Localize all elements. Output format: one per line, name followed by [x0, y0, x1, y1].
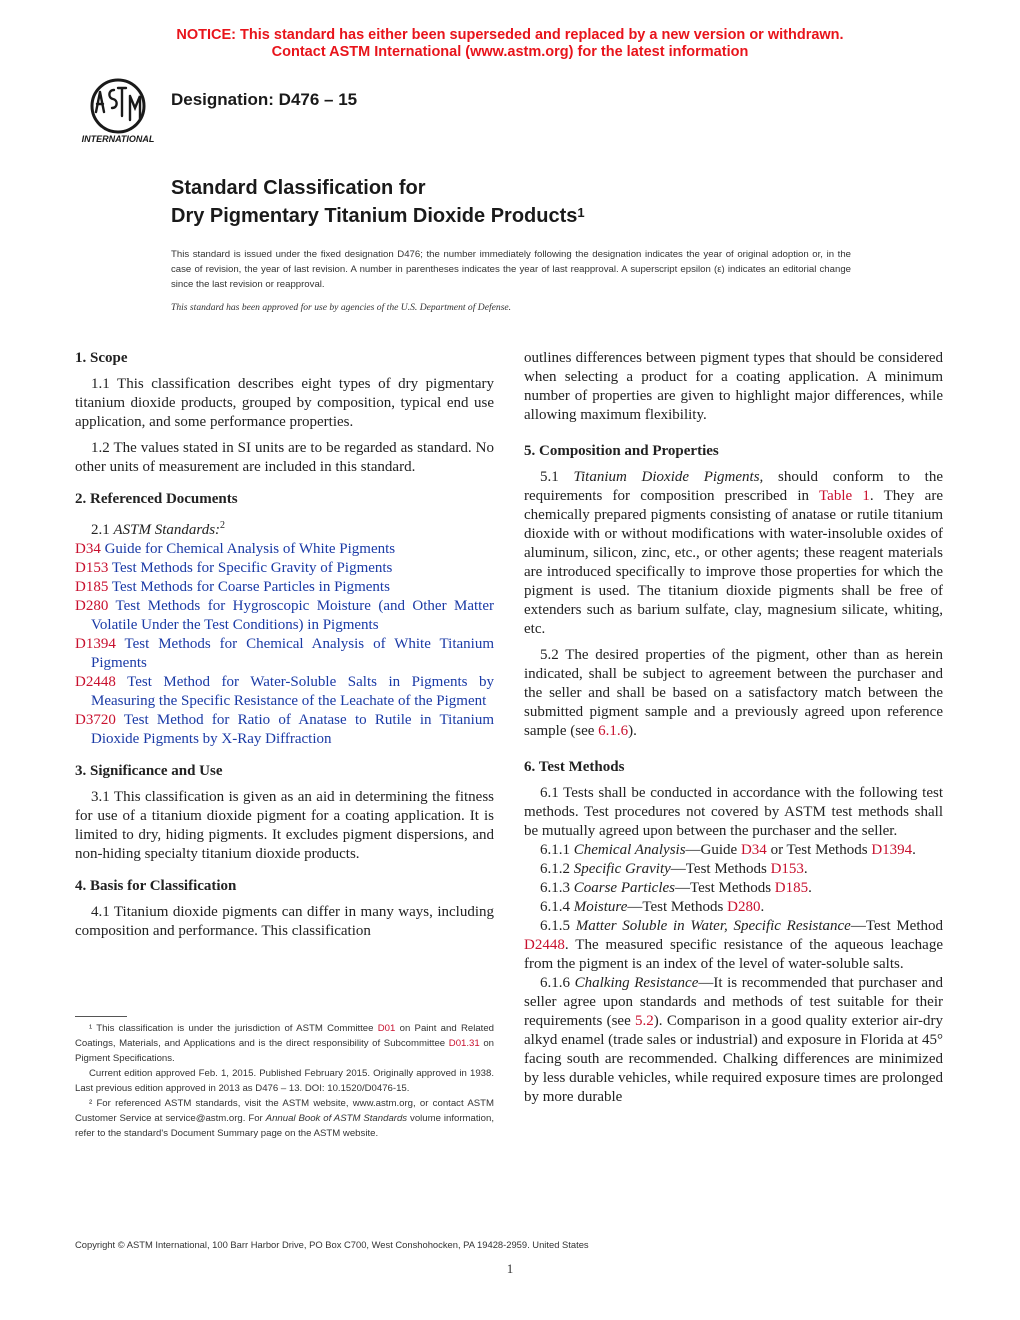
- paragraph-6-1-3: 6.1.3 Coarse Particles—Test Methods D185.: [540, 880, 812, 896]
- paragraph-1-1: 1.1 This classification describes eight types of dry pigmentary titanium dioxide products, grouped by composition, typical end use application, and some performance properties.: [75, 376, 494, 430]
- title-line-2: Dry Pigmentary Titanium Dioxide Products$^1$: [171, 205, 585, 227]
- paragraph-6-1-6: 6.1.6 Chalking Resistance—It is recommended that purchaser and seller agree upon standards and methods of test suitable for their requirements (see 5.2). Comparison in a good quality exterior air-dry alkyd enamel (trade sales or industrial) and exposure in Florida at 45° facing south are recommended. Chalking differences are minimized by less durable vehicles, while required exposure times are prolonged by more durable: [524, 975, 944, 1105]
- d153-link[interactable]: D153: [770, 861, 804, 877]
- astm-logo-icon: [74, 76, 162, 146]
- section-heading-basis: 4. Basis for Classification: [75, 878, 237, 894]
- paragraph-6-1-4: 6.1.4 Moisture—Test Methods D280.: [540, 899, 765, 915]
- withdrawal-notice: [0, 27, 1020, 61]
- footnotes: [75, 1021, 494, 1141]
- copyright-footer: Copyright © ASTM International, 100 Barr Harbor Drive, PO Box C700, West Conshohocken, PA 19428-2959. United States: [75, 1239, 589, 1250]
- designation: Designation: D476 – 15: [171, 90, 358, 109]
- reference-item[interactable]: D34 Guide for Chemical Analysis of White Pigments: [75, 541, 396, 557]
- section-heading-composition: 5. Composition and Properties: [524, 443, 719, 459]
- paragraph-5-1: 5.1 Titanium Dioxide Pigments, should conform to the requirements for composition prescribed in Table 1. They are chemically prepared pigments consisting of anatase or rutile titanium dioxide with or without modifications with water-insoluble oxides of aluminum, silicon, zinc, etc., or other agents; these reagent materials are introduced specifically to improve those properties for which the pigment is used. The titanium dioxide pigments shall be free of extenders such as barium sulfate, clay, magnesium silicate, whiting, etc.: [524, 469, 943, 637]
- section-heading-test-methods: 6. Test Methods: [524, 759, 625, 775]
- notice-line-1: NOTICE: This standard has either been superseded and replaced by a new version or withdrawn.: [176, 27, 844, 43]
- paragraph-4-1: 4.1 Titanium dioxide pigments can differ in many ways, including composition and performance. This classification: [75, 904, 494, 939]
- paragraph-2-1: 2.1 ASTM Standards:$^2$: [91, 520, 226, 538]
- footnote-divider: [75, 1016, 127, 1017]
- title-line-1: Standard Classification for: [171, 177, 426, 199]
- reference-item[interactable]: D1394 Test Methods for Chemical Analysis of White Titanium Pigments: [75, 636, 494, 671]
- d185-link[interactable]: D185: [774, 880, 809, 896]
- paragraph-4-1-continued: outlines differences between pigment types that should be considered when selecting a product for a coating application. A minimum number of properties are given to highlight major differences, while allowing maximum flexibility.: [524, 350, 943, 423]
- paragraph-6-1-1: 6.1.1 Chemical Analysis—Guide D34 or Test Methods D1394.: [540, 842, 916, 858]
- page-number: 1: [506, 1261, 514, 1276]
- right-column: [524, 349, 943, 1107]
- committee-link[interactable]: D01: [377, 1023, 396, 1034]
- table-1-link[interactable]: Table 1: [819, 488, 870, 504]
- reference-item[interactable]: D185 Test Methods for Coarse Particles in Pigments: [75, 579, 390, 595]
- paragraph-6-1-5: 6.1.5 Matter Soluble in Water, Specific Resistance—Test Method D2448. The measured specific resistance of the aqueous leachage from the pigment is an index of the level of water-soluble salts.: [524, 918, 943, 972]
- d2448-link[interactable]: D2448: [524, 937, 565, 953]
- reference-list: [75, 540, 494, 749]
- reference-item[interactable]: D3720 Test Method for Ratio of Anatase to Rutile in Titanium Dioxide Pigments by X-Ray Diffraction: [75, 712, 494, 747]
- logo-subtext: INTERNATIONAL: [81, 134, 155, 144]
- footnote-1-edition: Current edition approved Feb. 1, 2015. Published February 2015. Originally approved in 1938. Last previous edition approved in 2013 as D476 – 13. DOI: 10.1520/D0476-15.: [75, 1068, 494, 1094]
- paragraph-6-1: 6.1 Tests shall be conducted in accordance with the following test methods. Test procedures not covered by ASTM test methods shall be mutually agreed upon between the purchaser and the seller.: [524, 785, 943, 839]
- subcommittee-link[interactable]: D01.31: [448, 1038, 480, 1049]
- reference-item[interactable]: D153 Test Methods for Specific Gravity of Pigments: [75, 560, 393, 576]
- left-column: [75, 349, 494, 941]
- footnote-1: ¹ This classification is under the jurisdiction of ASTM Committee D01 on Paint and Related Coatings, Materials, and Applications and is the direct responsibility of Subcommittee D01.31 on Pigment Specifications.: [75, 1023, 495, 1064]
- approval-note: This standard has been approved for use by agencies of the U.S. Department of Defense.: [171, 302, 512, 313]
- paragraph-6-1-2: 6.1.2 Specific Gravity—Test Methods D153.: [540, 861, 808, 877]
- section-heading-significance: 3. Significance and Use: [75, 763, 223, 779]
- paragraph-5-2: 5.2 The desired properties of the pigment, other than as herein indicated, shall be subject to agreement between the purchaser and the seller and shall be based on a satisfactory match between the submitted pigment sample and a previously agreed upon reference sample (see 6.1.6).: [524, 647, 943, 739]
- reference-item[interactable]: D280 Test Methods for Hygroscopic Moisture (and Other Matter Volatile Under the Test Conditions) in Pigments: [75, 598, 495, 633]
- document-title: [171, 174, 585, 230]
- issuance-note: This standard is issued under the fixed designation D476; the number immediately following the designation indicates the year of original adoption or, in the case of revision, the year of last revision. A number in parentheses indicates the year of last reapproval. A superscript epsilon (ε) indicates an editorial change since the last revision or reapproval.: [171, 249, 851, 290]
- d34-link[interactable]: D34: [740, 842, 767, 858]
- d280-link[interactable]: D280: [727, 899, 761, 915]
- paragraph-1-2: 1.2 The values stated in SI units are to be regarded as standard. No other units of measurement are included in this standard.: [75, 440, 494, 475]
- notice-line-2: Contact ASTM International (www.astm.org) for the latest information: [271, 44, 749, 60]
- section-heading-scope: 1. Scope: [75, 350, 128, 366]
- d1394-link[interactable]: D1394: [871, 842, 913, 858]
- reference-item[interactable]: D2448 Test Method for Water-Soluble Salts in Pigments by Measuring the Specific Resistance of the Leachate of the Pigment: [75, 674, 494, 709]
- paragraph-3-1: 3.1 This classification is given as an aid in determining the fitness for use of a titanium dioxide pigment for a coating application. It is limited to dry, hiding pigments. It excludes pigment dispersions, and non-hiding specialty titanium dioxide products.: [75, 789, 494, 862]
- footnote-2: ² For referenced ASTM standards, visit the ASTM website, www.astm.org, or contact ASTM Customer Service at service@astm.org. For Annual Book of ASTM Standards volume information, refer to the standard's Document Summary page on the ASTM website.: [75, 1098, 494, 1139]
- section-heading-referenced-documents: 2. Referenced Documents: [75, 491, 238, 507]
- section-6-1-6-link[interactable]: 6.1.6: [598, 723, 629, 739]
- section-5-2-link[interactable]: 5.2: [635, 1013, 654, 1029]
- title-footnote-ref[interactable]: 1: [577, 205, 585, 220]
